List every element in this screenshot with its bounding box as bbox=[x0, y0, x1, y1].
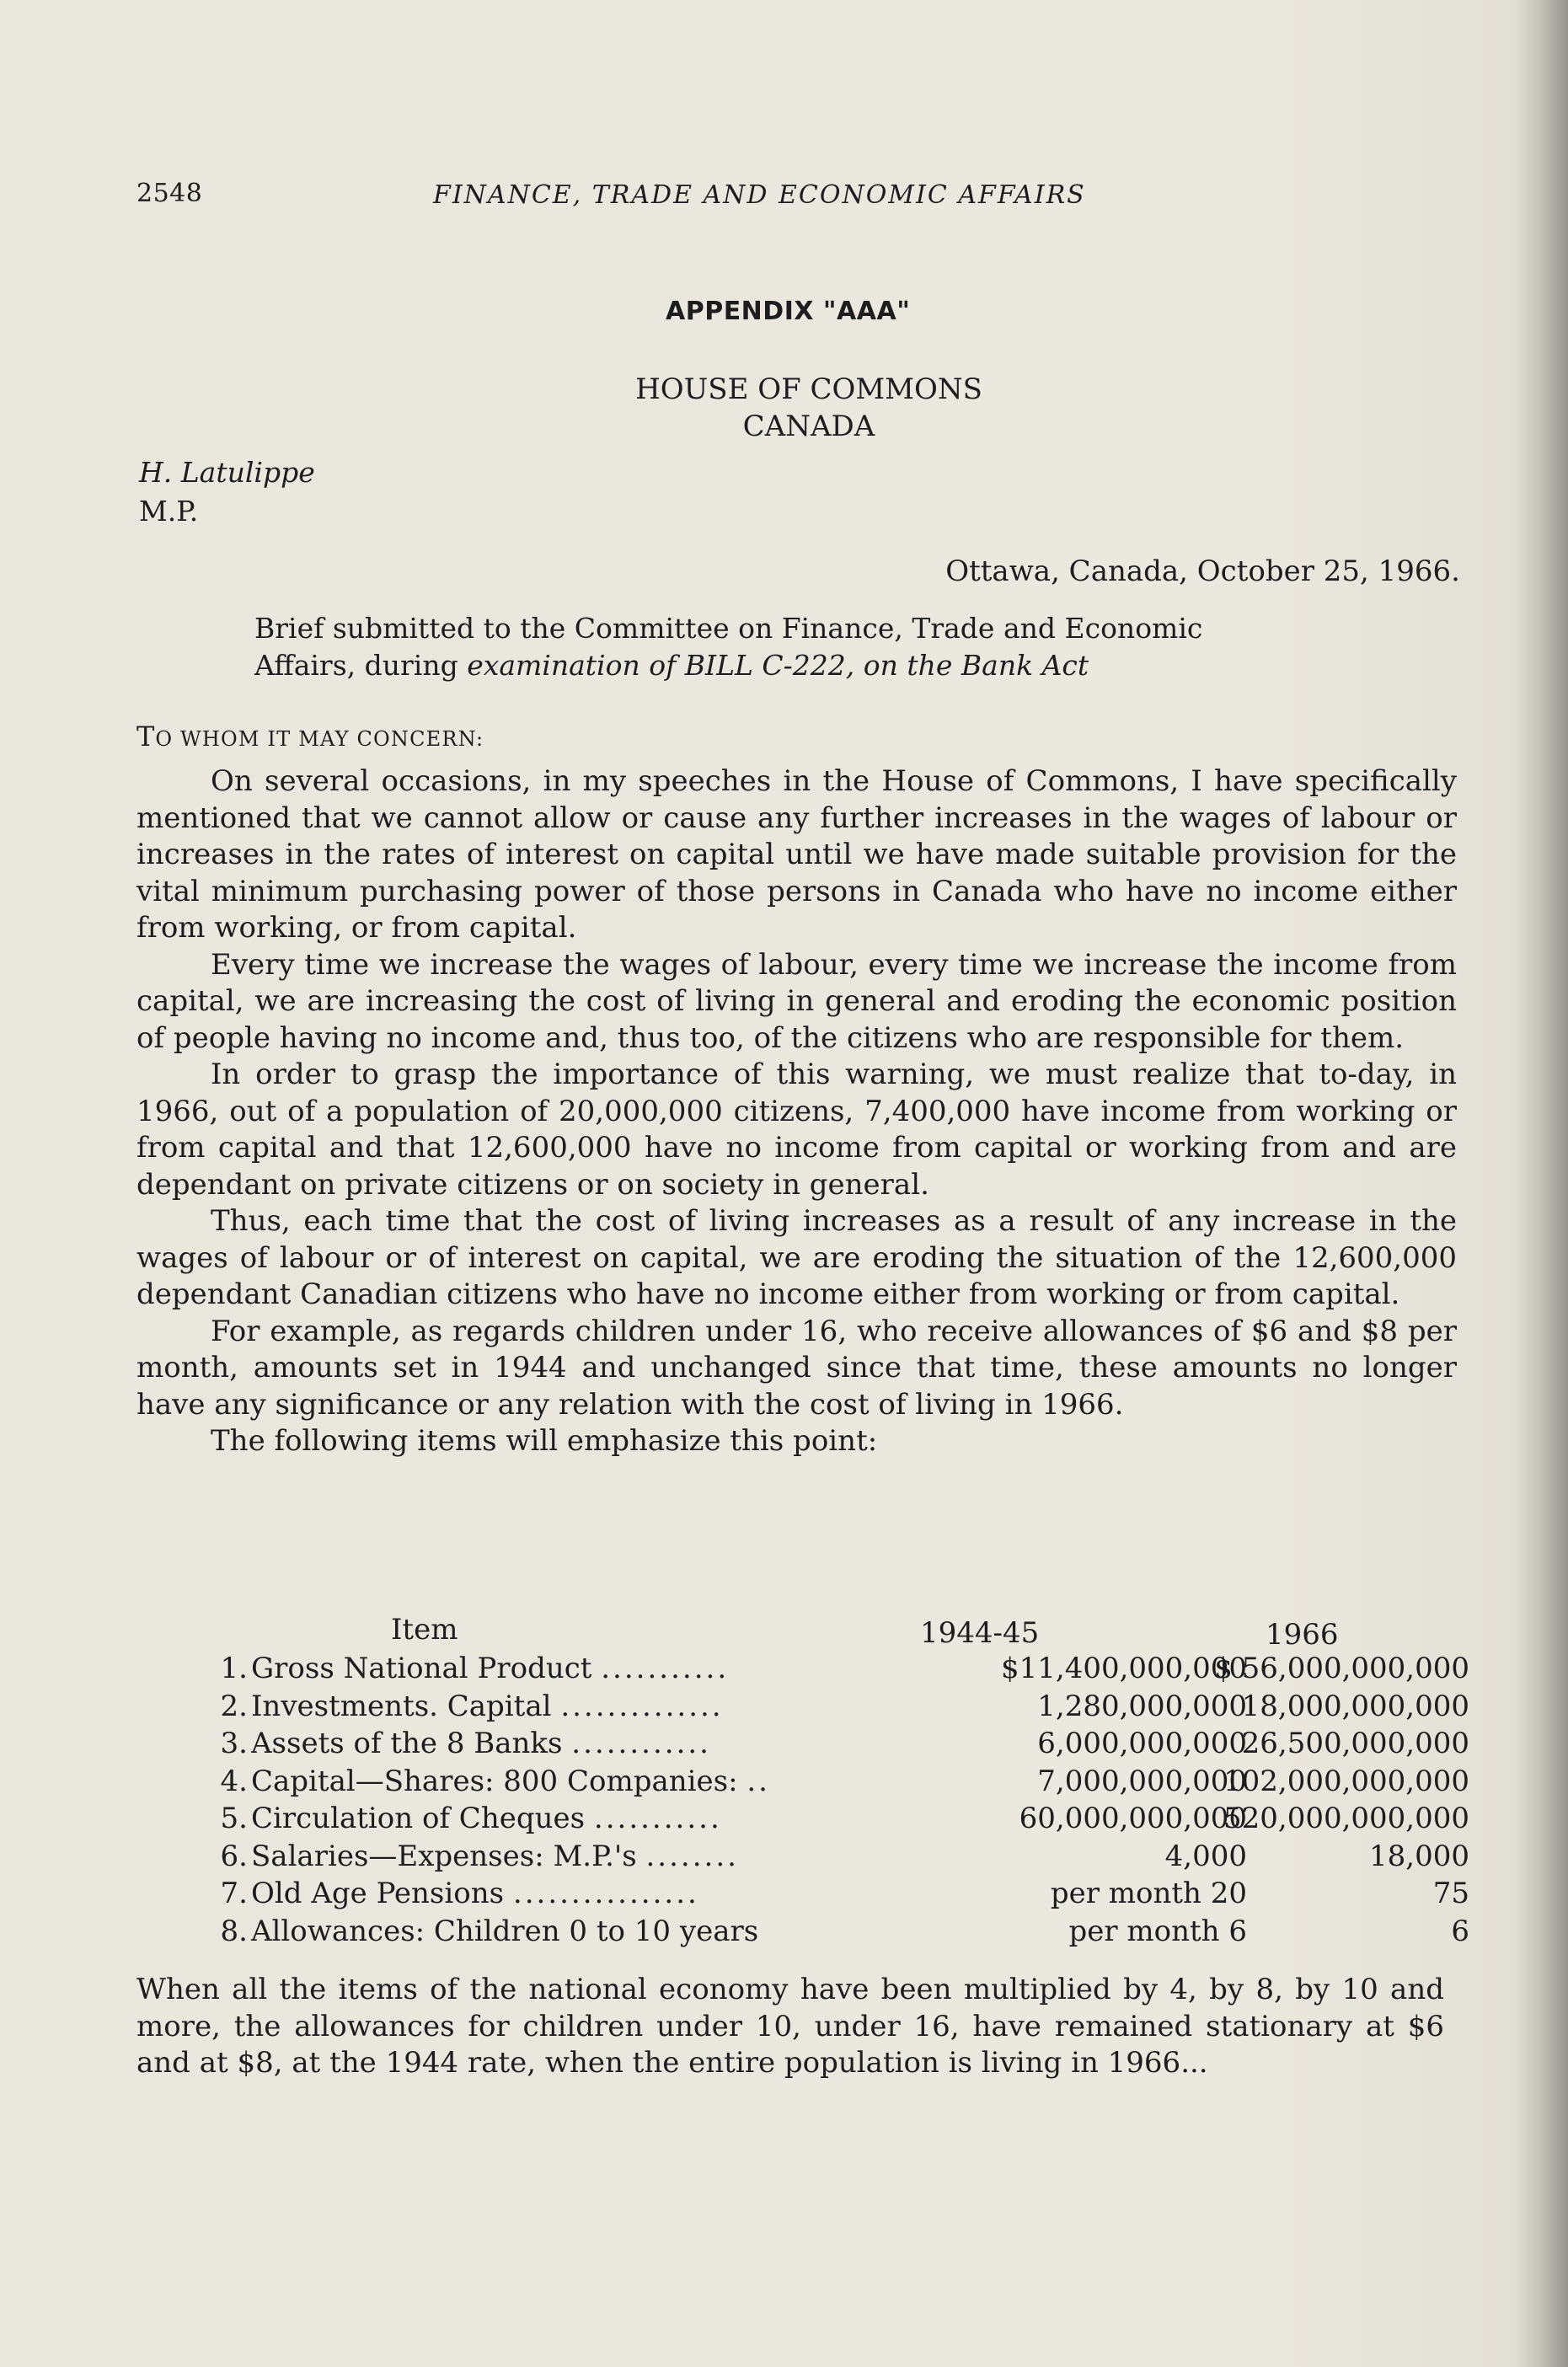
brief-heading bbox=[254, 610, 1451, 684]
row-leader-dots: .. bbox=[747, 1764, 770, 1798]
row-label bbox=[251, 1652, 858, 1685]
table-row bbox=[136, 1802, 1469, 1840]
row-leader-dots: .............. bbox=[560, 1689, 724, 1723]
paragraph: For example, as regards children under 16, who receive allowances of $6 and $8 per month, amounts set in 1944 and unchanged since that time, these amounts no longer have any significance or any relation with the cost of living in 1966. bbox=[136, 1314, 1457, 1422]
row-value-1944-45: 4,000 bbox=[1164, 1839, 1247, 1873]
paragraph: In order to grasp the importance of this warning, we must realize that to-day, in 1966, out of a population of 20,000,000 citizens, 7,400,000 have income from working or from capital and that 12,600,000 have no income from capital or working from and are dependant on private citizens or on society in general. bbox=[136, 1058, 1457, 1202]
row-value-1944-45: 1,280,000,000 bbox=[1037, 1689, 1247, 1723]
table-row bbox=[136, 1764, 1469, 1802]
row-label bbox=[251, 1727, 858, 1760]
running-head: FINANCE, TRADE AND ECONOMIC AFFAIRS bbox=[433, 180, 1086, 210]
header-1944-45: 1944-45 bbox=[920, 1616, 1040, 1650]
sender-title: M.P. bbox=[139, 495, 199, 527]
row-label bbox=[251, 1765, 858, 1798]
row-label-text: Circulation of Cheques bbox=[251, 1802, 586, 1835]
row-number: 6. bbox=[220, 1839, 248, 1873]
date-line: Ottawa, Canada, October 25, 1966. bbox=[945, 554, 1460, 588]
row-value-1966: 75 bbox=[1432, 1877, 1469, 1910]
brief-line-2 bbox=[254, 647, 1451, 684]
brief-line-2-plain: Affairs, during bbox=[254, 649, 468, 682]
salutation bbox=[136, 720, 484, 752]
row-leader-dots: ........... bbox=[593, 1802, 722, 1835]
letterhead-line-2: CANADA bbox=[742, 410, 875, 443]
row-value-1944-45: 60,000,000,000 bbox=[1019, 1802, 1247, 1835]
paragraph: On several occasions, in my speeches in the House of Commons, I have specifically mentioned that we cannot allow or cause any further increases in the wages of labour or increases in the rates of interest on capital until we have made suitable provision for the vital minimum purchasing power of those persons in Canada who have no income either from working, or from capital. bbox=[136, 764, 1457, 945]
brief-line-1: Brief submitted to the Committee on Finance, Trade and Economic bbox=[254, 612, 1203, 645]
row-value-1966: 520,000,000,000 bbox=[1223, 1802, 1469, 1835]
row-label-text: Capital—Shares: 800 Companies: bbox=[251, 1764, 738, 1798]
row-number: 7. bbox=[220, 1877, 248, 1910]
row-number: 8. bbox=[220, 1914, 248, 1948]
row-leader-dots: ........... bbox=[601, 1652, 730, 1685]
row-leader-dots: ................ bbox=[512, 1877, 699, 1910]
row-label bbox=[251, 1690, 858, 1723]
table-row bbox=[136, 1689, 1469, 1727]
row-value-1944-45: per month 6 bbox=[1068, 1914, 1247, 1948]
sender-block bbox=[139, 453, 315, 531]
row-leader-dots: ........ bbox=[645, 1839, 739, 1873]
salutation-initial: T bbox=[136, 720, 156, 752]
row-label bbox=[251, 1877, 858, 1910]
letterhead bbox=[514, 371, 1104, 445]
closing-paragraph bbox=[136, 1972, 1444, 2082]
row-label-text: Investments. Capital bbox=[251, 1689, 552, 1723]
row-value-1944-45: per month 20 bbox=[1050, 1877, 1247, 1910]
row-label bbox=[251, 1914, 858, 1948]
comparison-table bbox=[136, 1608, 1469, 1952]
row-number: 5. bbox=[220, 1802, 248, 1835]
row-number: 3. bbox=[220, 1727, 248, 1760]
table-row bbox=[136, 1727, 1469, 1765]
row-label bbox=[251, 1840, 858, 1873]
row-label bbox=[251, 1802, 858, 1835]
table-row bbox=[136, 1652, 1469, 1690]
page-number: 2548 bbox=[136, 179, 203, 208]
letterhead-line-1: HOUSE OF COMMONS bbox=[635, 372, 982, 406]
closing-text: When all the items of the national economy have been multiplied by 4, by 8, by 10 and more, the allowances for children under 10, under 16, have remained stationary at $6 and at $8, at the 1944 rate, when the entire population is living in 1966... bbox=[136, 1973, 1444, 2080]
row-number: 4. bbox=[220, 1764, 248, 1798]
row-value-1944-45: 6,000,000,000 bbox=[1037, 1727, 1247, 1760]
salutation-rest: O WHOM IT MAY CONCERN: bbox=[155, 727, 484, 751]
sender-name: H. Latulippe bbox=[139, 456, 315, 489]
row-label-text: Old Age Pensions bbox=[251, 1877, 505, 1910]
row-value-1966: 18,000,000,000 bbox=[1241, 1689, 1469, 1723]
appendix-title: APPENDIX "AAA" bbox=[666, 297, 911, 326]
row-value-1944-45: 7,000,000,000 bbox=[1037, 1764, 1247, 1798]
row-leader-dots: ............ bbox=[571, 1727, 711, 1760]
row-label-text: Gross National Product bbox=[251, 1652, 592, 1685]
table-header bbox=[136, 1608, 1457, 1652]
row-value-1966: $ 56,000,000,000 bbox=[1214, 1652, 1469, 1685]
paragraph: Every time we increase the wages of labour, every time we increase the income from capital, we are increasing the cost of living in general and eroding the economic position of people having no income and, thus too, of the citizens who are responsible for them. bbox=[136, 947, 1457, 1055]
page-edge-shadow bbox=[1517, 0, 1568, 2367]
header-item: Item bbox=[391, 1613, 458, 1647]
paragraph: Thus, each time that the cost of living increases as a result of any increase in the wages of labour or of interest on capital, we are eroding the situation of the 12,600,000 dependant Canadian citizens who have no income either from working or from capital. bbox=[136, 1204, 1457, 1311]
body-text bbox=[136, 763, 1457, 1460]
table-row bbox=[136, 1914, 1469, 1952]
table-row bbox=[136, 1877, 1469, 1914]
row-value-1966: 102,000,000,000 bbox=[1223, 1764, 1469, 1798]
row-number: 1. bbox=[220, 1652, 248, 1685]
table-row bbox=[136, 1839, 1469, 1877]
row-label-text: Assets of the 8 Banks bbox=[251, 1727, 563, 1760]
row-label-text: Allowances: Children 0 to 10 years bbox=[251, 1914, 759, 1948]
header-1966: 1966 bbox=[1266, 1618, 1339, 1652]
page-header bbox=[136, 179, 1451, 216]
row-value-1944-45: $11,400,000,000 bbox=[1000, 1652, 1247, 1685]
row-label-text: Salaries—Expenses: M.P.'s bbox=[251, 1839, 637, 1873]
brief-line-2-italic: examination of BILL C-222, on the Bank Act bbox=[467, 649, 1089, 682]
row-value-1966: 26,500,000,000 bbox=[1241, 1727, 1469, 1760]
row-value-1966: 18,000 bbox=[1369, 1839, 1469, 1873]
row-value-1966: 6 bbox=[1451, 1914, 1469, 1948]
paragraph: The following items will emphasize this point: bbox=[211, 1424, 878, 1458]
row-number: 2. bbox=[220, 1689, 248, 1723]
